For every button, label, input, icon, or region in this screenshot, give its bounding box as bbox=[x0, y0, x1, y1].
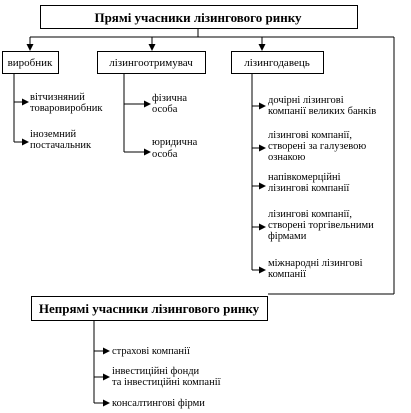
producer-label: виробник bbox=[7, 57, 53, 69]
producer-item-domestic: вітчизняний товаровиробник bbox=[30, 92, 103, 114]
lessor-label: лізингодавець bbox=[244, 57, 310, 69]
lessee-item-legal-entity: юридична особа bbox=[152, 137, 198, 160]
indirect-item-investment: інвестиційні фонди та інвестиційні компанії bbox=[112, 366, 221, 388]
lessor-item-industry-based: лізингові компанії, створені за галузевою ознакою bbox=[268, 130, 367, 163]
indirect-item-consulting: консалтингові фірми bbox=[112, 398, 205, 409]
lessor-item-semi-commercial: напівкомерційні лізингові компанії bbox=[268, 172, 350, 194]
lessee-label: лізингоотримувач bbox=[109, 57, 193, 69]
producer-item-foreign: іноземний постачальник bbox=[30, 129, 92, 151]
indirect-item-insurance: страхові компанії bbox=[112, 346, 190, 357]
lessor-item-bank-subsidiaries: дочірні лізингові компанії великих банків bbox=[268, 95, 377, 117]
lessor-item-international: міжнародні лізингові компанії bbox=[268, 258, 363, 280]
lessee-item-individual: фізична особа bbox=[152, 93, 188, 115]
indirect-participants-title: Непрямі учасники лізингового ринку bbox=[38, 301, 260, 316]
lessor-item-trading-firms: лізингові компанії, створені торгівельними фірмами bbox=[268, 209, 374, 242]
direct-participants-title: Прямі учасники лізингового ринку bbox=[94, 10, 302, 25]
